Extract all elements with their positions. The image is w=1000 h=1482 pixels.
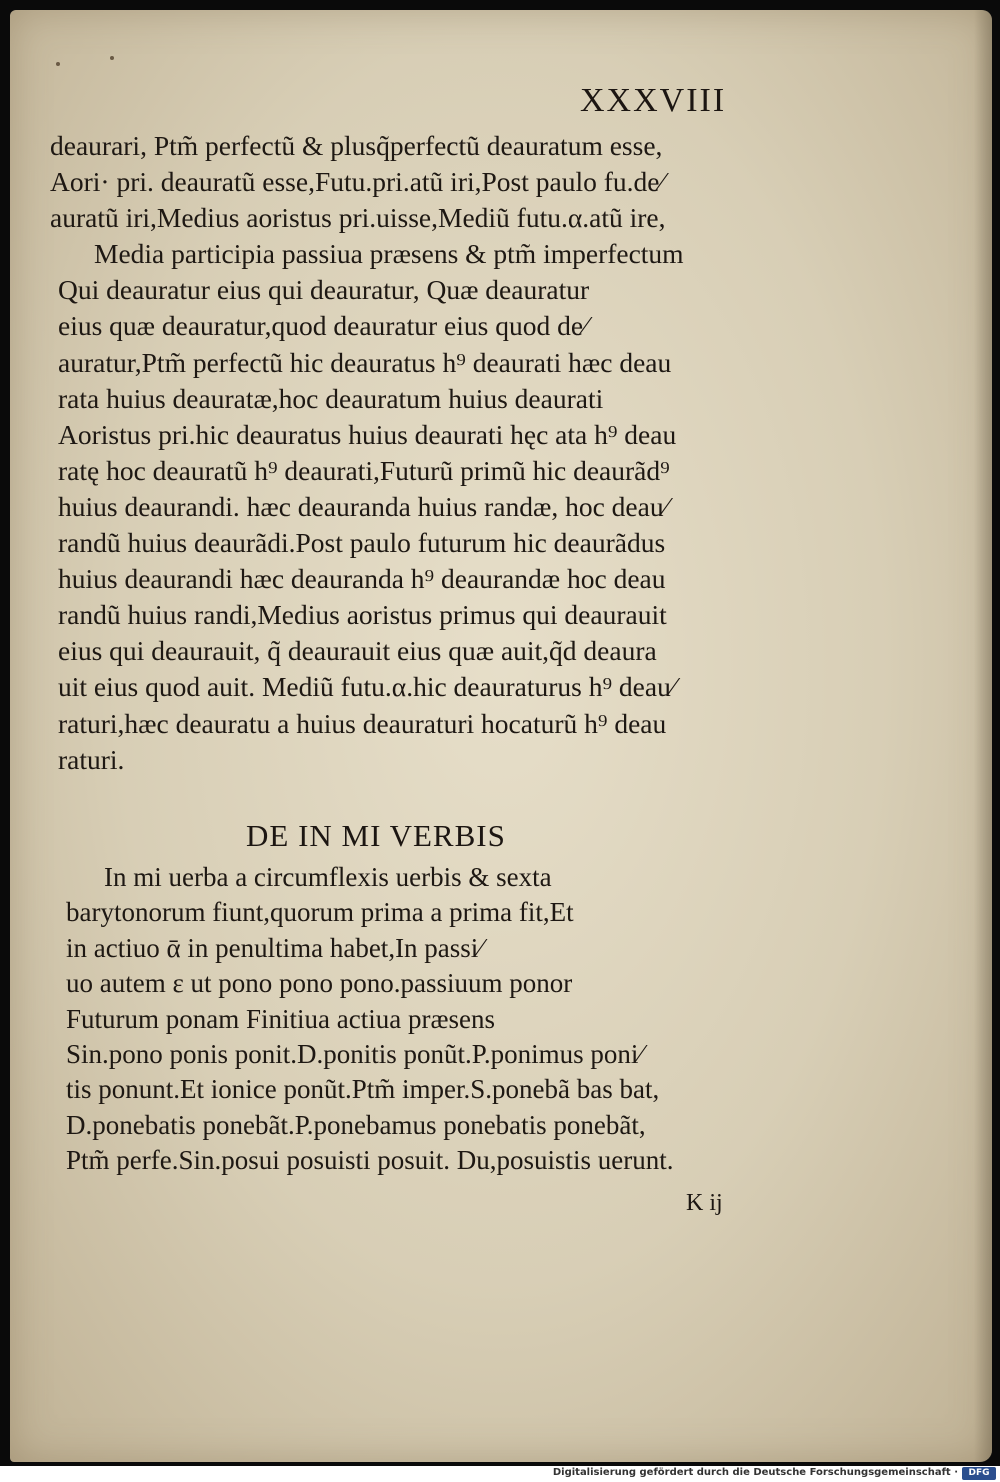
text-line: uo autem ε ut pono pono pono.passiuum ponor <box>66 968 573 999</box>
text-line: barytonorum fiunt,quorum prima a prima fit,Et <box>66 897 574 928</box>
text-line: randũ huius randi,Medius aoristus primus qui deaurauit <box>58 599 667 631</box>
text-line: Sin.pono ponis ponit.D.ponitis ponũt.P.ponimus poni⁄ <box>66 1038 643 1069</box>
text-line: Futurum ponam Finitiua actiua præsens <box>66 1003 495 1034</box>
text-line: In mi uerba a circumflexis uerbis & sexta <box>104 862 552 892</box>
footer-credit: Digitalisierung gefördert durch die Deutsche Forschungsgemeinschaft · <box>552 1467 958 1478</box>
text-line: auratur,Ptm̃ perfectũ hic deauratus h⁹ deaurati hæc deau <box>58 346 672 378</box>
text-line: Aoristus pri.hic deauratus huius deaurati hęc ata h⁹ deau <box>58 418 677 450</box>
text-line: ratę hoc deauratũ h⁹ deaurati,Futurũ primũ hic deaurãd⁹ <box>58 454 670 486</box>
text-line: auratũ iri,Medius aoristus pri.uisse,Mediũ futu.α.atũ ire, <box>50 202 666 234</box>
page-edge-shadow <box>974 10 992 1462</box>
text-line: Media participia passiua præsens & ptm̃ imperfectum <box>94 238 684 270</box>
text-line: huius deaurandi hæc deauranda h⁹ deaurandæ hoc deau <box>58 563 666 595</box>
text-line: Aori· pri. deauratũ esse,Futu.pri.atũ iri,Post paulo fu.de⁄ <box>50 166 665 198</box>
second-text-block <box>66 860 786 1179</box>
page-speck <box>110 56 114 60</box>
section-heading: DE IN MI VERBIS <box>246 818 506 853</box>
page-speck <box>56 62 60 66</box>
text-line: tis ponunt.Et ionice ponũt.Ptm̃ imper.S.ponebã bas bat, <box>66 1074 660 1105</box>
text-line: in actiuo ᾱ in penultima habet,In passi⁄ <box>66 932 483 963</box>
text-line: eius quæ deauratur,quod deauratur eius quod de⁄ <box>58 310 588 342</box>
text-line: Qui deauratur eius qui deauratur, Quæ deauratur <box>58 274 590 306</box>
text-line: raturi,hæc deauratu a huius deauraturi hocaturũ h⁹ deau <box>58 707 667 739</box>
text-line: deaurari, Ptm̃ perfectũ & plusq̃perfectũ deauratum esse, <box>50 130 663 161</box>
text-line: rata huius deauratæ,hoc deauratum huius deaurati <box>58 382 604 414</box>
text-line: D.ponebatis ponebãt.P.ponebamus ponebatis ponebãt, <box>66 1109 646 1140</box>
signature-mark: K ij <box>686 1190 723 1216</box>
main-text-block <box>50 128 780 778</box>
folio-number: XXXVIII <box>580 82 727 119</box>
text-line: raturi. <box>58 743 125 775</box>
text-line: randũ huius deaurãdi.Post paulo futurum hic deaurãdus <box>58 527 666 559</box>
dfg-logo: DFG <box>962 1467 996 1480</box>
text-line: Ptm̃ perfe.Sin.posui posuisti posuit. Du,posuistis uerunt. <box>66 1145 674 1176</box>
text-line: uit eius quod auit. Mediũ futu.α.hic deauraturus h⁹ deau⁄ <box>58 671 676 703</box>
text-line: eius qui deaurauit, q̃ deaurauit eius quæ auit,q̃d deaura <box>58 635 657 667</box>
text-line: huius deaurandi. hæc deauranda huius randæ, hoc deau⁄ <box>58 490 669 522</box>
